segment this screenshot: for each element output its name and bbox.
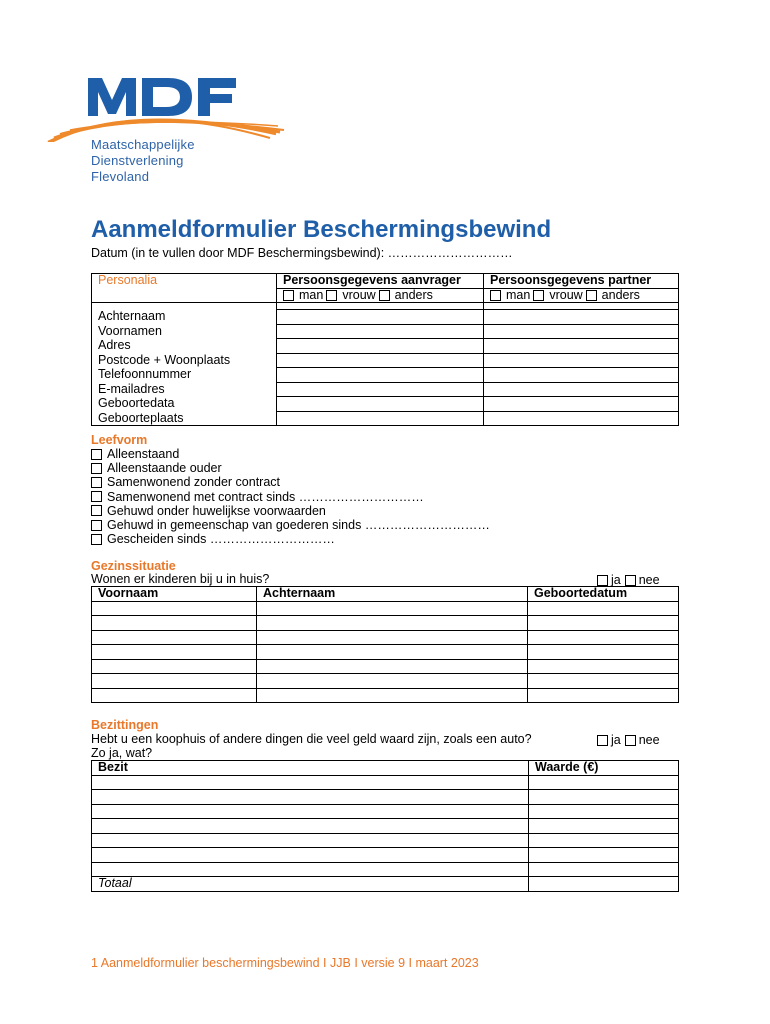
gender-label: man <box>299 287 324 302</box>
table-cell[interactable] <box>92 833 529 848</box>
checkbox-man-partner[interactable] <box>490 290 501 301</box>
field-partner-telefoon[interactable] <box>484 368 679 383</box>
table-cell[interactable] <box>92 645 257 660</box>
checkbox-man-aanvrager[interactable] <box>283 290 294 301</box>
kinderen-yes-no <box>597 573 660 587</box>
option-label: Samenwonend met contract sinds ………………………… <box>107 489 424 504</box>
table-row <box>92 775 679 790</box>
table-row <box>92 862 679 877</box>
table-cell[interactable] <box>529 848 679 863</box>
page-footer: 1 Aanmeldformulier beschermingsbewind I JJB I versie 9 I maart 2023 <box>91 956 479 970</box>
gender-partner <box>484 288 679 303</box>
col-partner: Persoonsgegevens partner <box>484 274 679 289</box>
field-partner-postcode[interactable] <box>484 353 679 368</box>
list-item <box>91 461 490 475</box>
bezittingen-yes-no <box>597 733 660 747</box>
checkbox-vrouw-aanvrager[interactable] <box>326 290 337 301</box>
table-row <box>92 790 679 805</box>
datum-line: Datum (in te vullen door MDF Beschermingsbewind): ………………………… <box>91 246 513 260</box>
field-aanvrager-geboorteplaats[interactable] <box>277 411 484 426</box>
col-bezit: Bezit <box>92 761 529 776</box>
table-cell[interactable] <box>529 775 679 790</box>
checkbox-kinderen-nee[interactable] <box>625 575 636 586</box>
no-label: nee <box>638 573 660 587</box>
table-cell[interactable] <box>257 645 528 660</box>
col-achternaam: Achternaam <box>257 587 528 602</box>
table-cell[interactable] <box>92 804 529 819</box>
col-geboortedatum: Geboortedatum <box>528 587 679 602</box>
field-partner-email[interactable] <box>484 382 679 397</box>
field-aanvrager-telefoon[interactable] <box>277 368 484 383</box>
option-label: Alleenstaand <box>107 447 180 461</box>
checkbox-samenwonend-zonder[interactable] <box>91 477 102 488</box>
kinderen-question: Wonen er kinderen bij u in huis? <box>91 572 270 586</box>
table-row <box>92 630 679 645</box>
gender-label: anders <box>394 287 433 302</box>
table-cell[interactable] <box>528 630 679 645</box>
gender-aanvrager <box>277 288 484 303</box>
row-label: Adres <box>92 339 277 354</box>
col-waarde: Waarde (€) <box>529 761 679 776</box>
checkbox-vrouw-partner[interactable] <box>533 290 544 301</box>
checkbox-samenwonend-met[interactable] <box>91 491 102 502</box>
row-label: Telefoonnummer <box>92 368 277 383</box>
option-label: Alleenstaande ouder <box>107 461 222 476</box>
personalia-table <box>91 273 679 426</box>
checkbox-bezit-ja[interactable] <box>597 735 608 746</box>
table-cell[interactable] <box>92 674 257 689</box>
yes-label: ja <box>611 573 621 587</box>
table-row <box>92 688 679 703</box>
table-cell[interactable] <box>529 819 679 834</box>
list-item <box>91 518 490 532</box>
row-label: Voornamen <box>92 324 277 339</box>
table-cell[interactable] <box>92 601 257 616</box>
field-aanvrager-adres[interactable] <box>277 339 484 354</box>
table-row <box>92 645 679 660</box>
leefvorm-list <box>91 447 490 546</box>
checkbox-gehuwd-voorwaarden[interactable] <box>91 505 102 516</box>
checkbox-anders-partner[interactable] <box>586 290 597 301</box>
total-row <box>92 877 679 892</box>
spacer-cell <box>277 303 484 310</box>
gender-label: anders <box>601 287 640 302</box>
total-label: Totaal <box>92 877 529 892</box>
row-label: E-mailadres <box>92 382 277 397</box>
checkbox-alleenstaande-ouder[interactable] <box>91 463 102 474</box>
page-title: Aanmeldformulier Beschermingsbewind <box>91 216 552 243</box>
table-cell[interactable] <box>92 775 529 790</box>
list-item <box>91 447 490 461</box>
yes-label: ja <box>611 733 621 747</box>
table-cell[interactable] <box>529 790 679 805</box>
table-cell[interactable] <box>528 688 679 703</box>
logo-subtitle <box>91 137 195 185</box>
field-aanvrager-postcode[interactable] <box>277 353 484 368</box>
table-cell[interactable] <box>92 862 529 877</box>
table-cell[interactable] <box>92 630 257 645</box>
table-cell[interactable] <box>257 630 528 645</box>
option-label: Samenwonend zonder contract <box>107 475 281 490</box>
table-cell[interactable] <box>529 804 679 819</box>
spacer-cell <box>484 303 679 310</box>
col-aanvrager: Persoonsgegevens aanvrager <box>277 274 484 289</box>
field-partner-achternaam[interactable] <box>484 310 679 325</box>
list-item <box>91 504 490 518</box>
checkbox-gescheiden[interactable] <box>91 534 102 545</box>
table-cell[interactable] <box>528 674 679 689</box>
table-row <box>92 833 679 848</box>
field-partner-voornamen[interactable] <box>484 324 679 339</box>
field-partner-adres[interactable] <box>484 339 679 354</box>
checkbox-kinderen-ja[interactable] <box>597 575 608 586</box>
table-cell[interactable] <box>257 688 528 703</box>
bezittingen-table <box>91 760 679 892</box>
row-label: Achternaam <box>92 310 277 325</box>
table-cell[interactable] <box>528 616 679 631</box>
table-cell[interactable] <box>257 659 528 674</box>
table-cell[interactable] <box>257 674 528 689</box>
bezittingen-followup: Zo ja, wat? <box>91 746 153 760</box>
mdf-logo <box>40 72 300 192</box>
leefvorm-title: Leefvorm <box>91 433 148 447</box>
list-item <box>91 490 490 504</box>
table-row <box>92 848 679 863</box>
personalia-header: Personalia <box>92 274 277 303</box>
table-cell[interactable] <box>529 862 679 877</box>
table-cell[interactable] <box>92 659 257 674</box>
gezinssituatie-title: Gezinssituatie <box>91 559 176 573</box>
table-row <box>92 674 679 689</box>
row-label: Geboorteplaats <box>92 411 277 426</box>
table-row <box>92 659 679 674</box>
checkbox-alleenstaand[interactable] <box>91 449 102 460</box>
row-label: Geboortedata <box>92 397 277 412</box>
field-partner-geboortedata[interactable] <box>484 397 679 412</box>
checkbox-anders-aanvrager[interactable] <box>379 290 390 301</box>
table-row <box>92 804 679 819</box>
field-aanvrager-geboortedata[interactable] <box>277 397 484 412</box>
table-cell[interactable] <box>529 833 679 848</box>
list-item <box>91 532 490 546</box>
table-cell[interactable] <box>528 645 679 660</box>
bezittingen-question: Hebt u een koophuis of andere dingen die veel geld waard zijn, zoals een auto? <box>91 732 532 746</box>
no-label: nee <box>638 733 660 747</box>
col-voornaam: Voornaam <box>92 587 257 602</box>
option-label: Gehuwd in gemeenschap van goederen sinds ………………………… <box>107 518 490 533</box>
option-label: Gescheiden sinds ………………………… <box>107 532 335 547</box>
table-cell[interactable] <box>257 616 528 631</box>
bezittingen-title: Bezittingen <box>91 718 159 732</box>
logo-line: Dienstverlening <box>91 153 184 168</box>
checkbox-gehuwd-gemeenschap[interactable] <box>91 520 102 531</box>
gender-label: vrouw <box>549 287 583 302</box>
list-item <box>91 475 490 489</box>
table-row <box>92 616 679 631</box>
kinderen-table <box>91 586 679 703</box>
field-aanvrager-email[interactable] <box>277 382 484 397</box>
logo-line: Flevoland <box>91 169 150 184</box>
table-cell[interactable] <box>92 848 529 863</box>
checkbox-bezit-nee[interactable] <box>625 735 636 746</box>
row-label: Postcode + Woonplaats <box>92 353 277 368</box>
table-cell[interactable] <box>528 659 679 674</box>
field-aanvrager-achternaam[interactable] <box>277 310 484 325</box>
gender-label: man <box>506 287 531 302</box>
field-partner-geboorteplaats[interactable] <box>484 411 679 426</box>
table-cell[interactable] <box>528 601 679 616</box>
table-cell[interactable] <box>92 616 257 631</box>
table-row <box>92 819 679 834</box>
table-row <box>92 601 679 616</box>
table-cell[interactable] <box>92 819 529 834</box>
gender-label: vrouw <box>342 287 376 302</box>
table-cell[interactable] <box>257 601 528 616</box>
option-label: Gehuwd onder huwelijkse voorwaarden <box>107 503 326 518</box>
total-value-cell[interactable] <box>529 877 679 892</box>
mdf-logo-graphic <box>40 72 300 142</box>
table-cell[interactable] <box>92 688 257 703</box>
field-aanvrager-voornamen[interactable] <box>277 324 484 339</box>
logo-line: Maatschappelijke <box>91 137 195 152</box>
table-cell[interactable] <box>92 790 529 805</box>
